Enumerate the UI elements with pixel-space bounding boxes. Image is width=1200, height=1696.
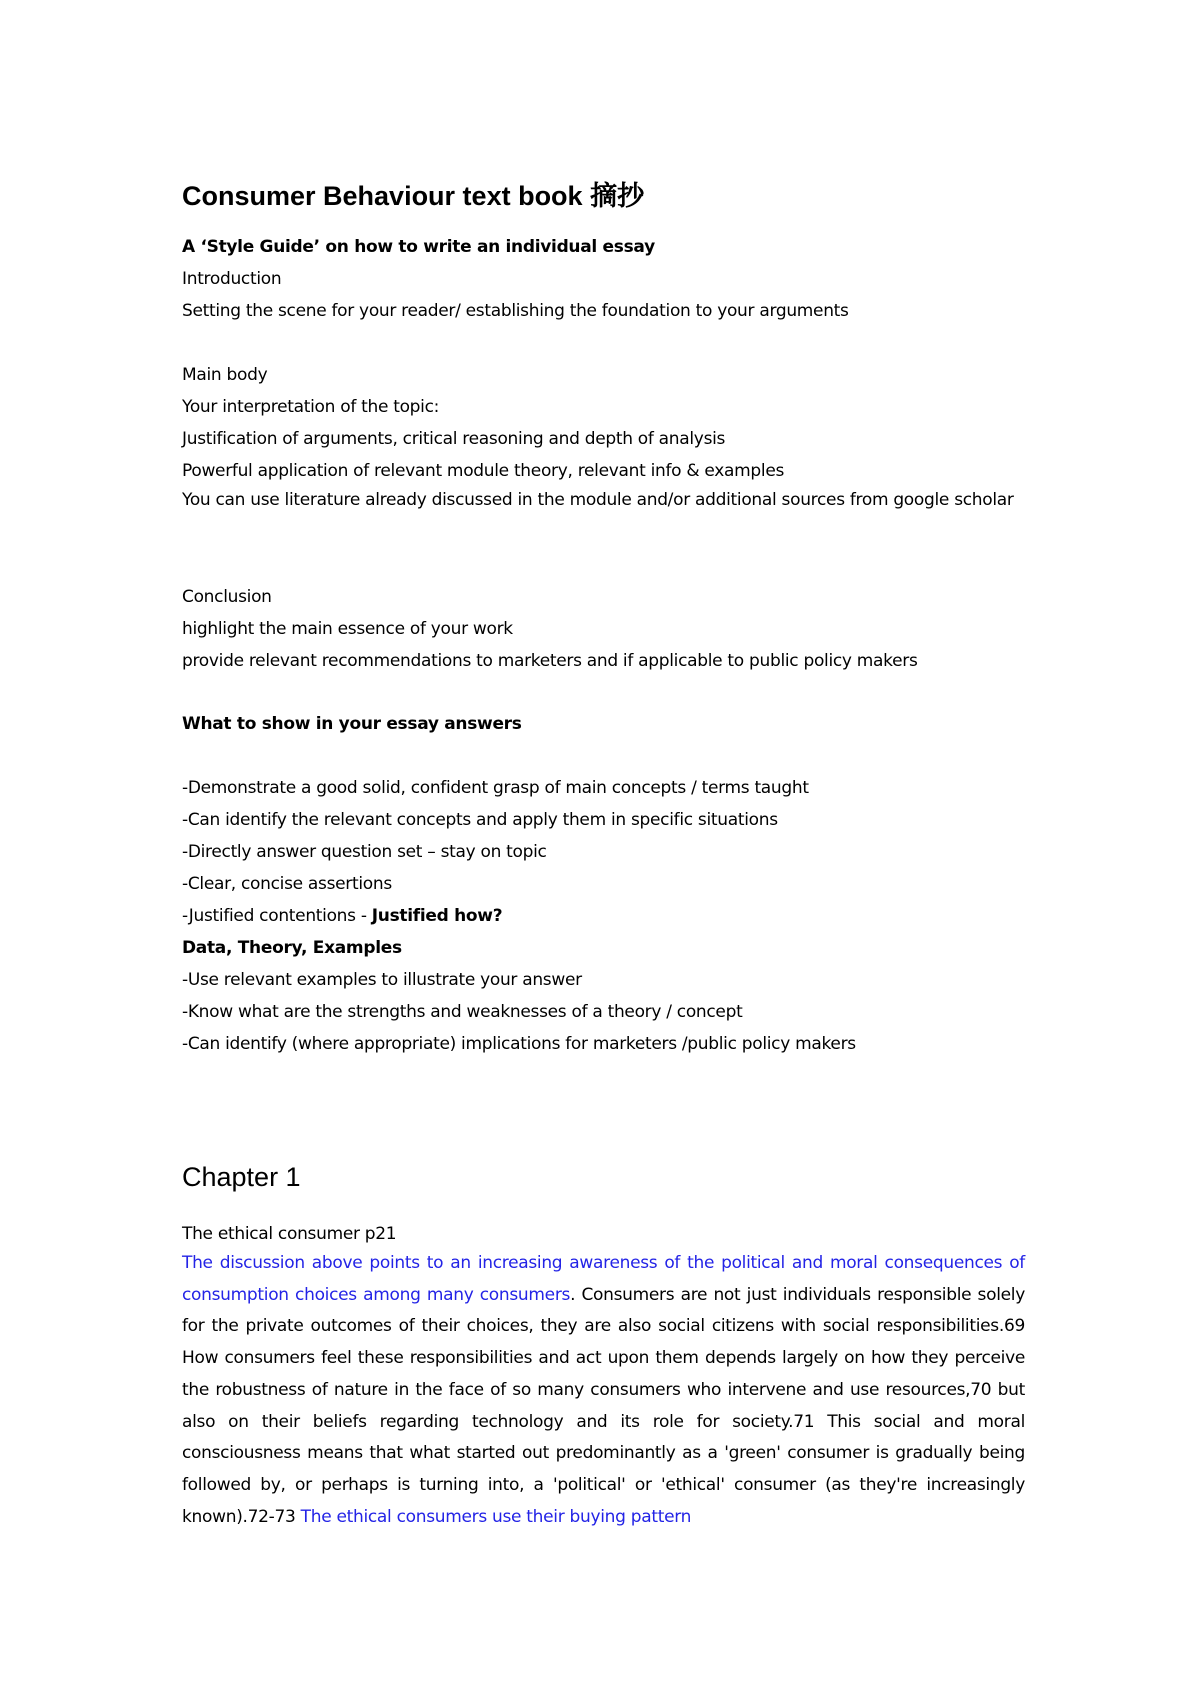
body-text: . Consumers are not just individuals responsible solely for the private outcomes of their choices, they are also social citizens with social responsibilities.69 How consumers feel these responsibilities and act upon them depends largely on how they perceive the robustness of nature in the face of so many consumers who intervene and use resources,70 but also on their beliefs regarding technology and its role for society.71 This social and moral consciousness means that what started out predominantly as a 'green' consumer is gradually being followed by, or perhaps is turning into, a 'political' or 'ethical' consumer (as they're increasingly known).72-73 [182, 1284, 1025, 1527]
intro-label: Introduction [182, 269, 282, 289]
style-guide-heading: A ‘Style Guide’ on how to write an individual essay [182, 237, 655, 257]
intro-text: Setting the scene for your reader/ establishing the foundation to your arguments [182, 301, 849, 321]
show-item: -Use relevant examples to illustrate your answer [182, 970, 582, 990]
document-title: Consumer Behaviour text book 摘抄 [182, 181, 645, 211]
conclusion-item: provide relevant recommendations to marketers and if applicable to public policy makers [182, 651, 918, 671]
show-item: -Know what are the strengths and weaknesses of a theory / concept [182, 1002, 743, 1022]
conclusion-label: Conclusion [182, 587, 272, 607]
show-item: -Can identify (where appropriate) implications for marketers /public policy makers [182, 1034, 856, 1054]
data-theory-examples: Data, Theory, Examples [182, 938, 402, 958]
justified-line [182, 905, 502, 927]
main-body-item: Justification of arguments, critical reasoning and depth of analysis [182, 429, 726, 449]
show-item: -Clear, concise assertions [182, 874, 392, 894]
show-item: -Directly answer question set – stay on topic [182, 842, 547, 862]
main-body-item: Powerful application of relevant module theory, relevant info & examples [182, 461, 785, 481]
conclusion-item: highlight the main essence of your work [182, 619, 513, 639]
chapter-paragraph [182, 1248, 1025, 1533]
highlighted-text: The discussion above points to an increasing awareness of the political and moral consequences of consumption choices among many consumers [182, 1253, 1025, 1305]
main-body-paragraph: You can use literature already discussed in the module and/or additional sources from google scholar [182, 490, 1014, 510]
main-body-label: Main body [182, 365, 268, 385]
chapter-heading: Chapter 1 [182, 1162, 301, 1192]
what-to-show-heading: What to show in your essay answers [182, 714, 522, 734]
highlighted-text: The ethical consumers use their buying pattern [300, 1506, 692, 1527]
show-item: -Can identify the relevant concepts and apply them in specific situations [182, 810, 778, 830]
chapter-subheading: The ethical consumer p21 [182, 1224, 397, 1244]
main-body-item: Your interpretation of the topic: [182, 397, 440, 417]
justified-bold: Justified how? [371, 906, 503, 926]
show-item: -Demonstrate a good solid, confident grasp of main concepts / terms taught [182, 778, 809, 798]
justified-prefix: -Justified contentions - [182, 906, 372, 926]
